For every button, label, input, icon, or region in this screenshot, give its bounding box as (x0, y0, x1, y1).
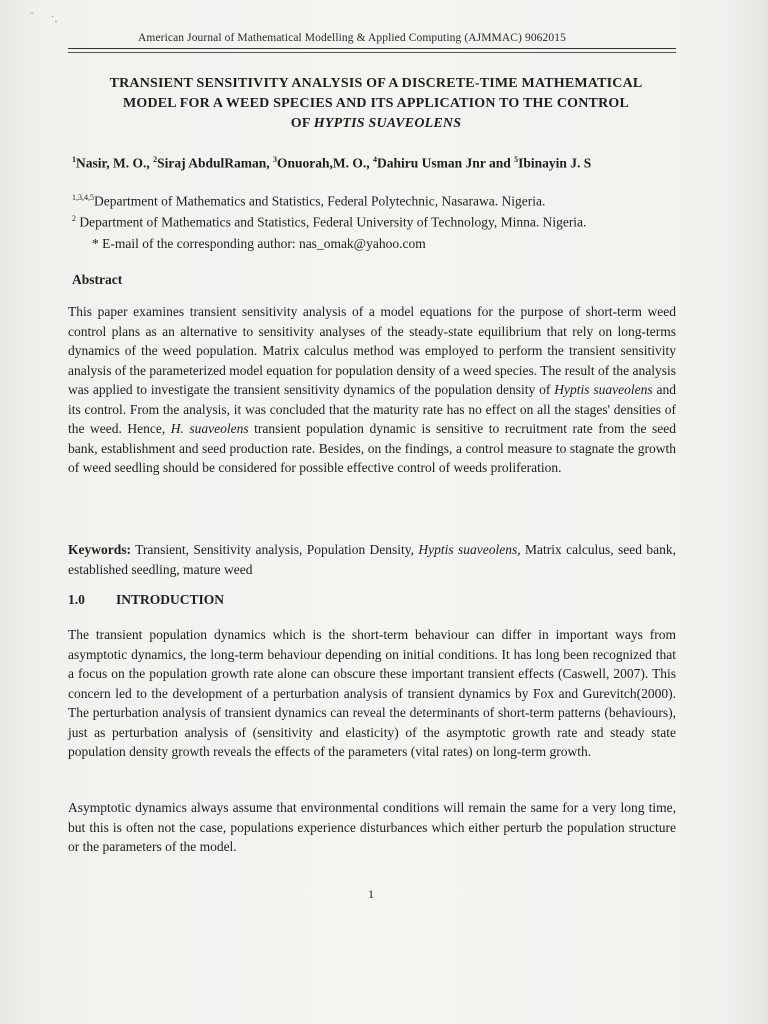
corresponding-author-email: * E-mail of the corresponding author: nas_omak@yahoo.com (92, 236, 426, 251)
author-5-superscript: 5 (514, 155, 519, 164)
introduction-heading (68, 592, 224, 608)
keywords-text-1: Transient, Sensitivity analysis, Population Density, (131, 542, 419, 557)
header-rule-secondary (68, 52, 676, 53)
abstract-body (68, 302, 676, 478)
author-4-superscript: 4 (373, 155, 378, 164)
affiliation-2-text: Department of Mathematics and Statistics, Federal University of Technology, Minna. Nigeria. (76, 214, 587, 230)
author-4: Dahiru Usman Jnr and (377, 155, 515, 171)
author-2: Siraj AbdulRaman, (157, 155, 274, 171)
title-line-2: MODEL FOR A WEED SPECIES AND ITS APPLICATION TO THE CONTROL (122, 96, 630, 111)
title-line-3-prefix: OF (290, 116, 314, 131)
abstract-species-1: Hyptis suaveolens (554, 382, 653, 397)
affiliation-1-superscript: 1,3,4,5 (72, 193, 94, 202)
author-5: Ibinayin J. S (518, 155, 592, 171)
affiliation-2-superscript: 2 (72, 214, 76, 223)
keywords (68, 540, 676, 579)
scan-marks: ˝ ·˳ (30, 12, 58, 23)
abstract-species-2: H. suaveolens (170, 421, 249, 436)
abstract-text-2: and its control. From the analysis, it was concluded that the maturity rate has no effect on all the stages' densities of the weed. Hence, (68, 382, 676, 436)
keywords-text-2: Matrix calculus, seed bank, established seedling, mature weed (68, 542, 677, 577)
journal-header: American Journal of Mathematical Modelling & Applied Computing (AJMMAC) 9062015 (138, 32, 566, 44)
affiliation-1-text: Department of Mathematics and Statistics, Federal Polytechnic, Nasarawa. Nigeria. (94, 193, 546, 209)
title-line-3 (70, 114, 682, 134)
author-2-superscript: 2 (153, 155, 158, 164)
header-rule (68, 48, 676, 49)
section-title: INTRODUCTION (116, 592, 225, 607)
affiliation-1 (72, 193, 692, 210)
paper-title (70, 74, 682, 134)
page-number: 1 (368, 887, 374, 901)
section-number: 1.0 (68, 592, 85, 607)
abstract-heading: Abstract (72, 272, 123, 287)
author-3-superscript: 3 (273, 155, 278, 164)
keywords-label: Keywords: (68, 542, 131, 557)
affiliation-2 (72, 214, 692, 231)
introduction-paragraph-1: The transient population dynamics which is the short-term behaviour can differ in important ways from asymptotic dynamics, the long-term behaviour depending on initial conditions. It has long been recognized that a focus on the population growth rate alone can obscure these important transient effects (Caswell, 2007). This concern led to the development of a perturbation analysis of transient dynamics by Fox and Gurevitch(2000). The perturbation analysis of transient dynamics can reveal the determinants of short-term patterns (behaviours), just as perturbation analysis of (sensitivity and elasticity) of the asymptotic growth rate and steady state population density growth reveals the effects of the parameters (vital rates) on long-term growth. (68, 627, 676, 759)
author-1-superscript: 1 (72, 155, 76, 164)
author-3: Onuorah,M. O., (277, 155, 374, 171)
abstract-text-1: This paper examines transient sensitivity analysis of a model equations for the purpose of short-term weed control plans as an alternative to sensitivity analyses of the steady-state equilibrium that rely on long-terms dynamics of the weed population. Matrix calculus method was employed to perform the transient sensitivity analysis of the parameterized model equation for population density of a weed species. The result of the analysis was applied to investigate the transient sensitivity dynamics of the population density of (68, 304, 676, 397)
title-species-name: HYPTIS SUAVEOLENS (313, 116, 462, 131)
author-list (72, 155, 684, 172)
keywords-species: Hyptis suaveolens, (418, 542, 521, 557)
introduction-paragraph-2: Asymptotic dynamics always assume that environmental conditions will remain the same for a very long time, but this is often not the case, populations experience disturbances which either perturb the population structure or the parameters of the model. (68, 800, 676, 854)
title-line-1: TRANSIENT SENSITIVITY ANALYSIS OF A DISCRETE-TIME MATHEMATICAL (109, 76, 643, 91)
abstract-text-3: transient population dynamic is sensitive to recruitment rate from the seed bank, establishment and seed production rate. Besides, on the findings, a control measure to stagnate the growth of weed seedling should be considered for possible effective control of weeds proliferation. (68, 421, 677, 475)
author-1: Nasir, M. O., (76, 155, 154, 171)
